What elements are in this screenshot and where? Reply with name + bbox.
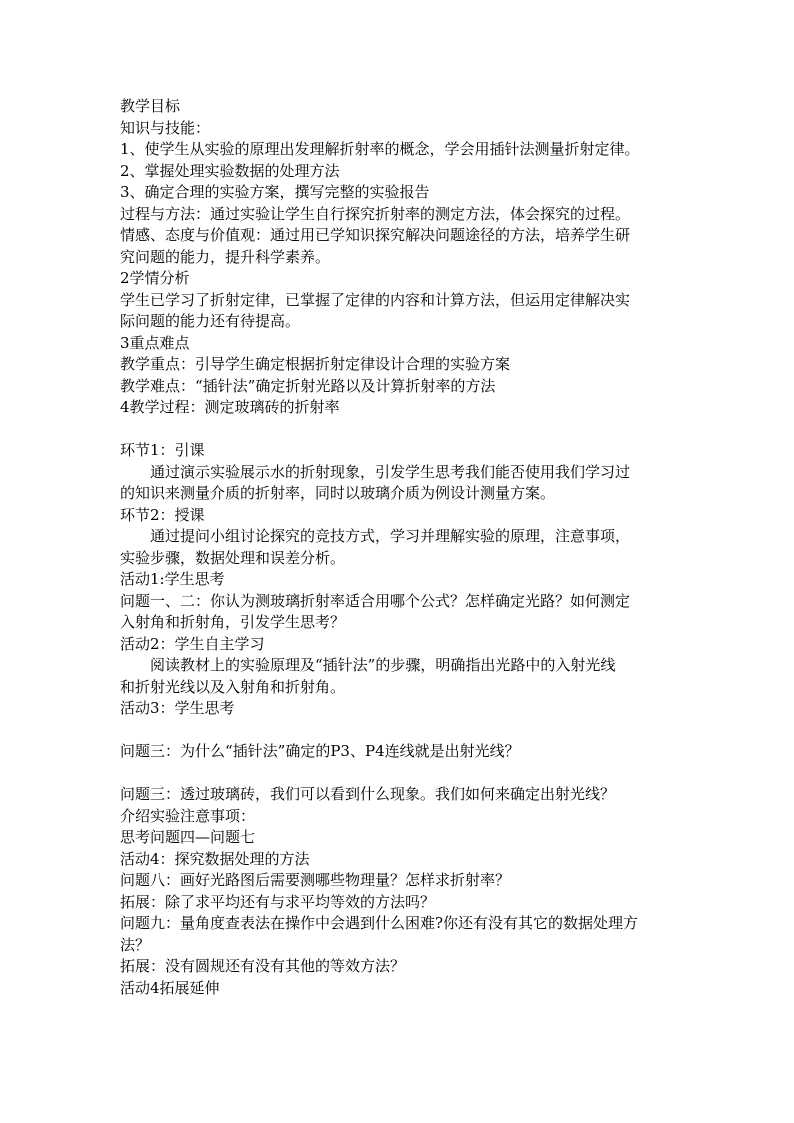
question-8: 问题八：画好光路图后需要测哪些物理量？怎样求折射率？ (120, 871, 511, 889)
stage-2-heading: 环节2：授课 (120, 505, 205, 524)
stage-1-text-line-2: 的知识来测量介质的折射率，同时以玻璃介质为例设计测量方案。 (120, 484, 556, 502)
activity-2-text-line-2: 和折射光线以及入射角和折射角。 (120, 677, 346, 696)
stage-1-heading: 环节1：引课 (120, 441, 205, 459)
question-9-line-2: 法？ (120, 935, 151, 954)
activity-4-heading: 活动4：探究数据处理的方法 (120, 849, 310, 868)
activity-4-extension-heading: 活动4拓展延伸 (120, 978, 220, 997)
learner-analysis-line-1: 学生已学习了折射定律，已掌握了定律的内容和计算方法，但运用定律解决实 (120, 290, 631, 309)
goal-item-2: 2、掌握处理实验数据的处理方法 (120, 161, 340, 180)
question-1-2-line-2: 入射角和折射角，引发学生思考？ (120, 613, 346, 631)
question-3a: 问题三：为什么“插针法”确定的P3、P4连线就是出射光线？ (120, 742, 520, 760)
activity-1-heading: 活动1:学生思考 (120, 570, 225, 588)
heading-learner-analysis: 2学情分析 (120, 269, 190, 287)
document-body (120, 96, 690, 999)
heading-teaching-process: 4教学过程：测定玻璃砖的折射率 (120, 398, 340, 416)
extension-2: 拓展：没有圆规还有没有其他的等效方法？ (120, 957, 406, 975)
activity-3-heading: 活动3：学生思考 (120, 699, 235, 717)
precautions-intro: 介绍实验注意事项： (120, 806, 256, 825)
emotion-values-line-1: 情感、态度与价值观：通过用已学知识探究解决问题途径的方法，培养学生研 (120, 226, 631, 244)
difficult-point: 教学难点：“插针法”确定折射光路以及计算折射率的方法 (120, 376, 496, 395)
heading-key-points: 3重点难点 (120, 333, 190, 352)
activity-2-heading: 活动2：学生自主学习 (120, 634, 265, 653)
blank-line (120, 763, 690, 785)
activity-2-text-line-1: 阅读教材上的实验原理及“插针法”的步骤，明确指出光路中的入射光线 (150, 656, 616, 674)
stage-1-text-line-1: 通过演示实验展示水的折射现象，引发学生思考我们能否使用我们学习过 (150, 462, 631, 481)
question-9-line-1: 问题九：量角度查表法在操作中会遇到什么困难?你还有没有其它的数据处理方 (120, 914, 639, 932)
goal-item-1: 1、使学生从实验的原理出发理解折射率的概念，学会用插针法测量折射定律。 (120, 140, 640, 158)
heading-teaching-goals: 教学目标 (120, 97, 181, 115)
goal-item-3: 3、确定合理的实验方案，撰写完整的实验报告 (120, 183, 430, 201)
heading-knowledge-skills: 知识与技能： (120, 118, 211, 137)
extension-1: 拓展：除了求平均还有与求平均等效的方法吗？ (120, 892, 436, 911)
blank-line (120, 720, 690, 742)
key-point: 教学重点：引导学生确定根据折射定律设计合理的实验方案 (120, 355, 511, 373)
stage-2-text-line-1: 通过提问小组讨论探究的竞技方式，学习并理解实验的原理，注意事项， (150, 527, 631, 545)
blank-line (120, 419, 690, 441)
learner-analysis-line-2: 际问题的能力还有待提高。 (120, 312, 301, 330)
question-3b: 问题三：透过玻璃砖，我们可以看到什么现象。我们如何来确定出射光线？ (120, 785, 616, 803)
process-method: 过程与方法：通过实验让学生自行探究折射率的测定方法，体会探究的过程。 (120, 204, 631, 223)
stage-2-text-line-2: 实验步骤，数据处理和误差分析。 (120, 548, 346, 567)
questions-4-7: 思考问题四—问题七 (120, 828, 256, 846)
emotion-values-line-2: 究问题的能力，提升科学素养。 (120, 247, 331, 266)
question-1-2-line-1: 问题一、二：你认为测玻璃折射率适合用哪个公式？怎样确定光路？如何测定 (120, 591, 631, 610)
